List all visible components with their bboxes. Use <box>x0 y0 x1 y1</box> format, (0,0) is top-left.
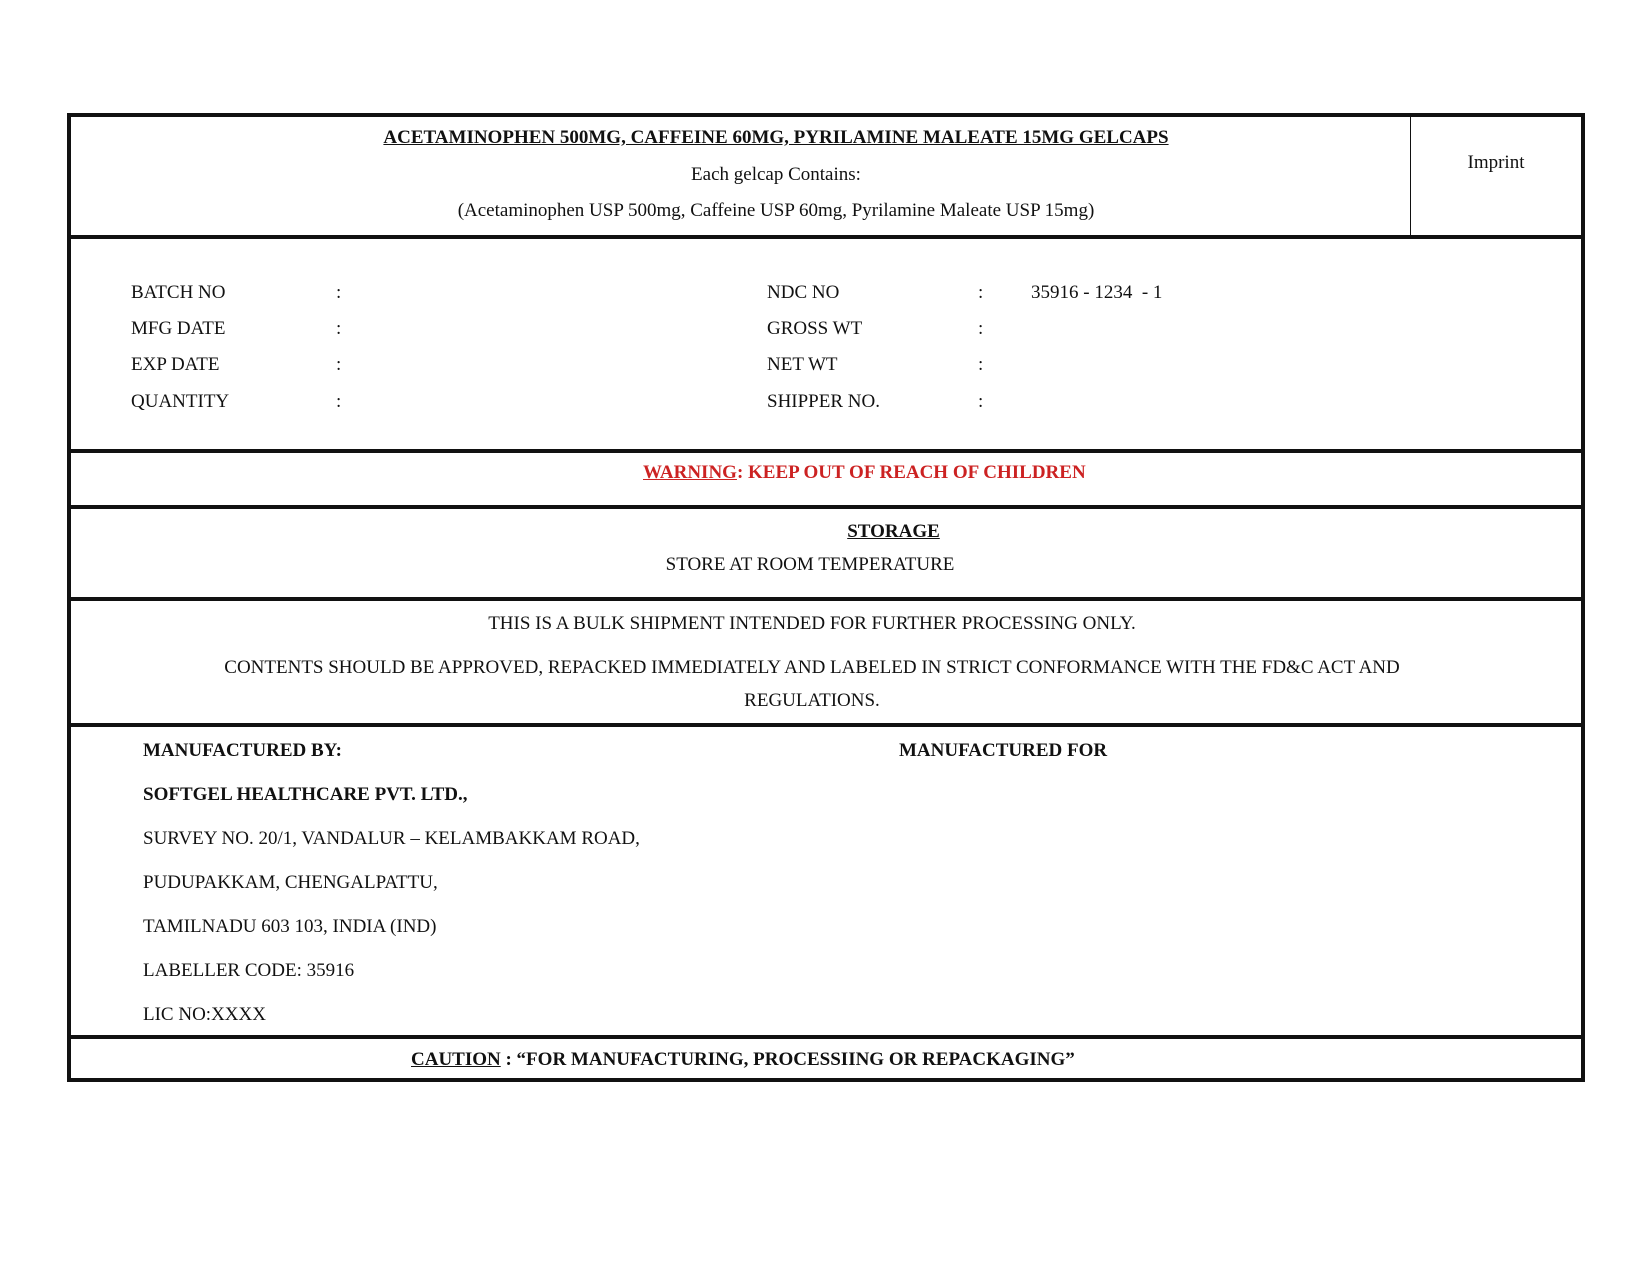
net-wt-colon: : <box>978 354 984 375</box>
warning-prefix: WARNING <box>643 462 737 483</box>
bulk-notice-line1: THIS IS A BULK SHIPMENT INTENDED FOR FURTHER PROCESSING ONLY. <box>488 613 1136 634</box>
ndc-no-label: NDC NO <box>767 282 840 303</box>
exp-date-label: EXP DATE <box>131 354 220 375</box>
labeller-code: LABELLER CODE: 35916 <box>143 960 355 981</box>
quantity-colon: : <box>336 391 342 412</box>
storage-text: STORE AT ROOM TEMPERATURE <box>665 554 955 575</box>
address-line: TAMILNADU 603 103, INDIA (IND) <box>143 916 437 937</box>
batch-no-colon: : <box>336 282 342 303</box>
details-section <box>71 239 1581 453</box>
batch-no-label: BATCH NO <box>131 282 226 303</box>
warning-text <box>643 462 1086 484</box>
caution-section <box>71 1039 1581 1082</box>
composition-text: (Acetaminophen USP 500mg, Caffeine USP 60mg, Pyrilamine Maleate USP 15mg) <box>457 200 1095 221</box>
license-no: LIC NO:XXXX <box>143 1004 266 1025</box>
gross-wt-colon: : <box>978 318 984 339</box>
contains-label: Each gelcap Contains: <box>691 164 861 185</box>
ndc-no-value: 35916 - 1234 - 1 <box>1031 282 1163 303</box>
storage-section <box>71 509 1581 601</box>
bulk-notice-section <box>71 601 1581 727</box>
shipper-no-colon: : <box>978 391 984 412</box>
warning-message: : KEEP OUT OF REACH OF CHILDREN <box>736 462 1086 483</box>
manufacturer-section <box>71 727 1581 1039</box>
bulk-notice-line3: REGULATIONS. <box>744 690 880 711</box>
imprint-label: Imprint <box>1467 152 1525 173</box>
address-line: PUDUPAKKAM, CHENGALPATTU, <box>143 872 438 893</box>
manufacturer-company: SOFTGEL HEALTHCARE PVT. LTD., <box>143 784 468 805</box>
caution-message: : “FOR MANUFACTURING, PROCESSIING OR REPACKAGING” <box>500 1049 1075 1070</box>
gross-wt-label: GROSS WT <box>767 318 863 339</box>
mfg-date-colon: : <box>336 318 342 339</box>
storage-heading: STORAGE <box>847 521 940 542</box>
bulk-notice-line2: CONTENTS SHOULD BE APPROVED, REPACKED IMMEDIATELY AND LABELED IN STRICT CONFORMANCE WITH THE FD&C ACT AND <box>224 657 1400 678</box>
caution-text <box>411 1049 1075 1071</box>
manufactured-by-heading: MANUFACTURED BY: <box>143 740 342 761</box>
product-header <box>71 117 1581 239</box>
ndc-no-colon: : <box>978 282 984 303</box>
product-title: ACETAMINOPHEN 500MG, CAFFEINE 60MG, PYRILAMINE MALEATE 15MG GELCAPS <box>383 127 1169 148</box>
shipper-no-label: SHIPPER NO. <box>767 391 880 412</box>
imprint-cell <box>1410 117 1581 235</box>
manufactured-for-heading: MANUFACTURED FOR <box>899 740 1108 761</box>
bulk-shipment-label <box>67 113 1585 1082</box>
mfg-date-label: MFG DATE <box>131 318 226 339</box>
address-line: SURVEY NO. 20/1, VANDALUR – KELAMBAKKAM ROAD, <box>143 828 640 849</box>
caution-prefix: CAUTION <box>411 1049 501 1070</box>
net-wt-label: NET WT <box>767 354 838 375</box>
exp-date-colon: : <box>336 354 342 375</box>
warning-section <box>71 453 1581 509</box>
quantity-label: QUANTITY <box>131 391 230 412</box>
